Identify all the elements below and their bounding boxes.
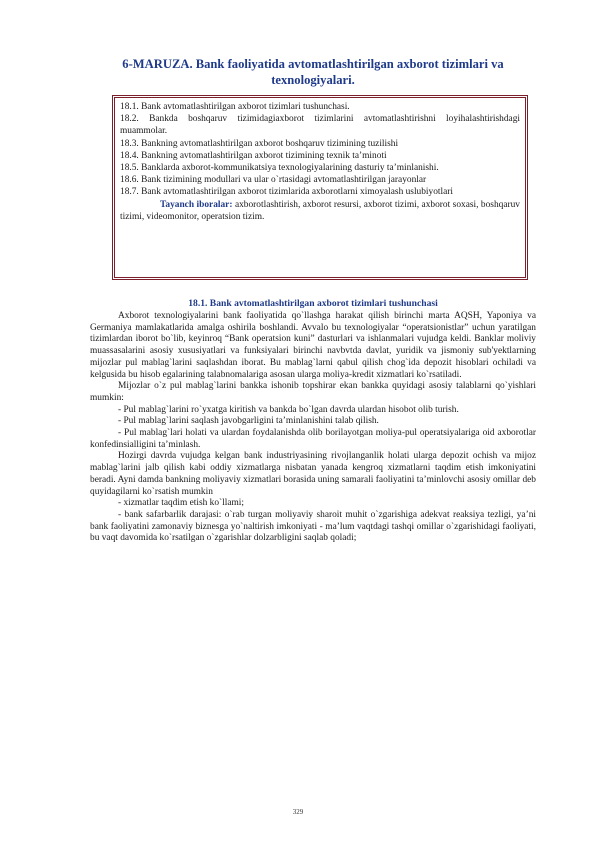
toc-item-18-4: 18.4. Bankning avtomatlashtirilgan axborot tizimining texnik ta’minoti [120,150,387,161]
lecture-title: 6-MARUZA. Bank faoliyatida avtomatlashtirilgan axborot tizimlari va texnologiyalari. [122,57,504,87]
toc-item-18-6: 18.6. Bank tizimining modullari va ular o`rtasidagi avtomatlashtirilgan jarayonlar [120,175,427,186]
list-item: - Pul mablag`larini ro`yxatga kiritish va bankda bo`lgan davrda ulardan hisobot olib turish. [118,404,459,415]
list-item: - Pul mablag`larini saqlash javobgarligini ta’minlanishini talab qilish. [118,416,379,427]
paragraph: Hozirgi davrda vujudga kelgan bank industriyasining rivojlanganlik holati ularga depozit ochish va mijoz mablag`larini jalb qilish kabi oddiy xizmatlarga nisbatan yanada kengroq xizmatlarni taqdim etish imkoniyatini beradi. Ayni damda bankning moliyaviy xizmatlari borasida uning samarali faoliyatini ta’minlovchi asosiy omillar deb quyidagilarni ko`rsatish mumkin [90,451,536,497]
toc-item-18-5: 18.5. Banklarda axborot-kommunikatsiya texnologiyalarining dasturiy ta’minlanishi. [120,163,439,174]
keywords [120,199,520,223]
body-text [90,311,536,545]
keywords-label: Tayanch iboralar: [160,199,233,210]
contents-box [112,95,528,280]
list-item: - bank safarbarlik darajasi: o`rab turgan moliyaviy sharoit muhit o`zgarishiga adekvat reaksiya tezligi, ya’ni bank faoliyatini zamonaviy biznesga yo`naltirish imkoniyati - ma’lum vaqtdagi tashqi omillar o`zgarishidagi faoliyati, bu vaqt davomida ko`rsatilgan o`zgarishlar dolzarbligini saqlab qoladi; [90,509,536,544]
keywords-text: axborotlashtirish, axborot resursi, axborot tizimi, axborot soxasi, boshqaruv tizimi, videomonitor, operatsion tizim. [120,199,520,222]
paragraph: Mijozlar o`z pul mablag`larini bankka ishonib topshirar ekan bankka quyidagi asosiy talablarni qo`yishlari mumkin: [90,381,536,403]
paragraph: Axborot texnologiyalarini bank faoliyatida qo`llashga harakat qilish birinchi marta AQSH, Yaponiya va Germaniya mamlakatlarida amalga oshirila boshlandi. Avvalo bu texnologiyalar “operatsionistlar” uchun yaratilgan tizimlardan iborot bo`lib, keyinroq “Bank operatsion kuni” dasturlari va ishlanmalari vujudga keldi. Banklar moliviy muassasalarini asosiy xususiyatlari va funksiyalari birinchi navbvtda davlat, yuridik va jismoniy sub'yektlarning mijozlar pul mablag`larini saqlashdan iborat. Bu mablag`larni qabul qilish chog`ida depozit hisoblari ochiladi va kelgusida bu hisob egalarining talabnomalariga asosan ularga moliya-kredit xizmatlari ko`rsatiladi. [90,311,536,380]
toc-item-18-7: 18.7. Bank avtomatlashtirilgan axborot tizimlarida axborotlarni ximoyalash uslubiyotlari [120,187,454,198]
toc-item-18-2: 18.2. Bankda boshqaruv tizimidagiaxborot tizimlarini avtomatlashtirishni loyihalashtirishdagi muammolar. [120,114,520,137]
list-item: - xizmatlar taqdim etish ko`llami; [118,498,245,509]
toc-item-18-1: 18.1. Bank avtomatlashtirilgan axborot tizimlari tushunchasi. [120,102,350,112]
section-heading: 18.1. Bank avtomatlashtirilgan axborot tizimlari tushunchasi [188,298,438,309]
list-item: - Pul mablag`lari holati va ulardan foydalanishda olib borilayotgan moliya-pul operatsiyalariga oid axborotlar konfedinsialligini ta’minlash. [90,428,536,450]
toc-item-18-3: 18.3. Bankning avtomatlashtirilgan axborot boshqaruv tizimining tuzilishi [120,138,399,149]
page-number: 329 [292,808,304,816]
